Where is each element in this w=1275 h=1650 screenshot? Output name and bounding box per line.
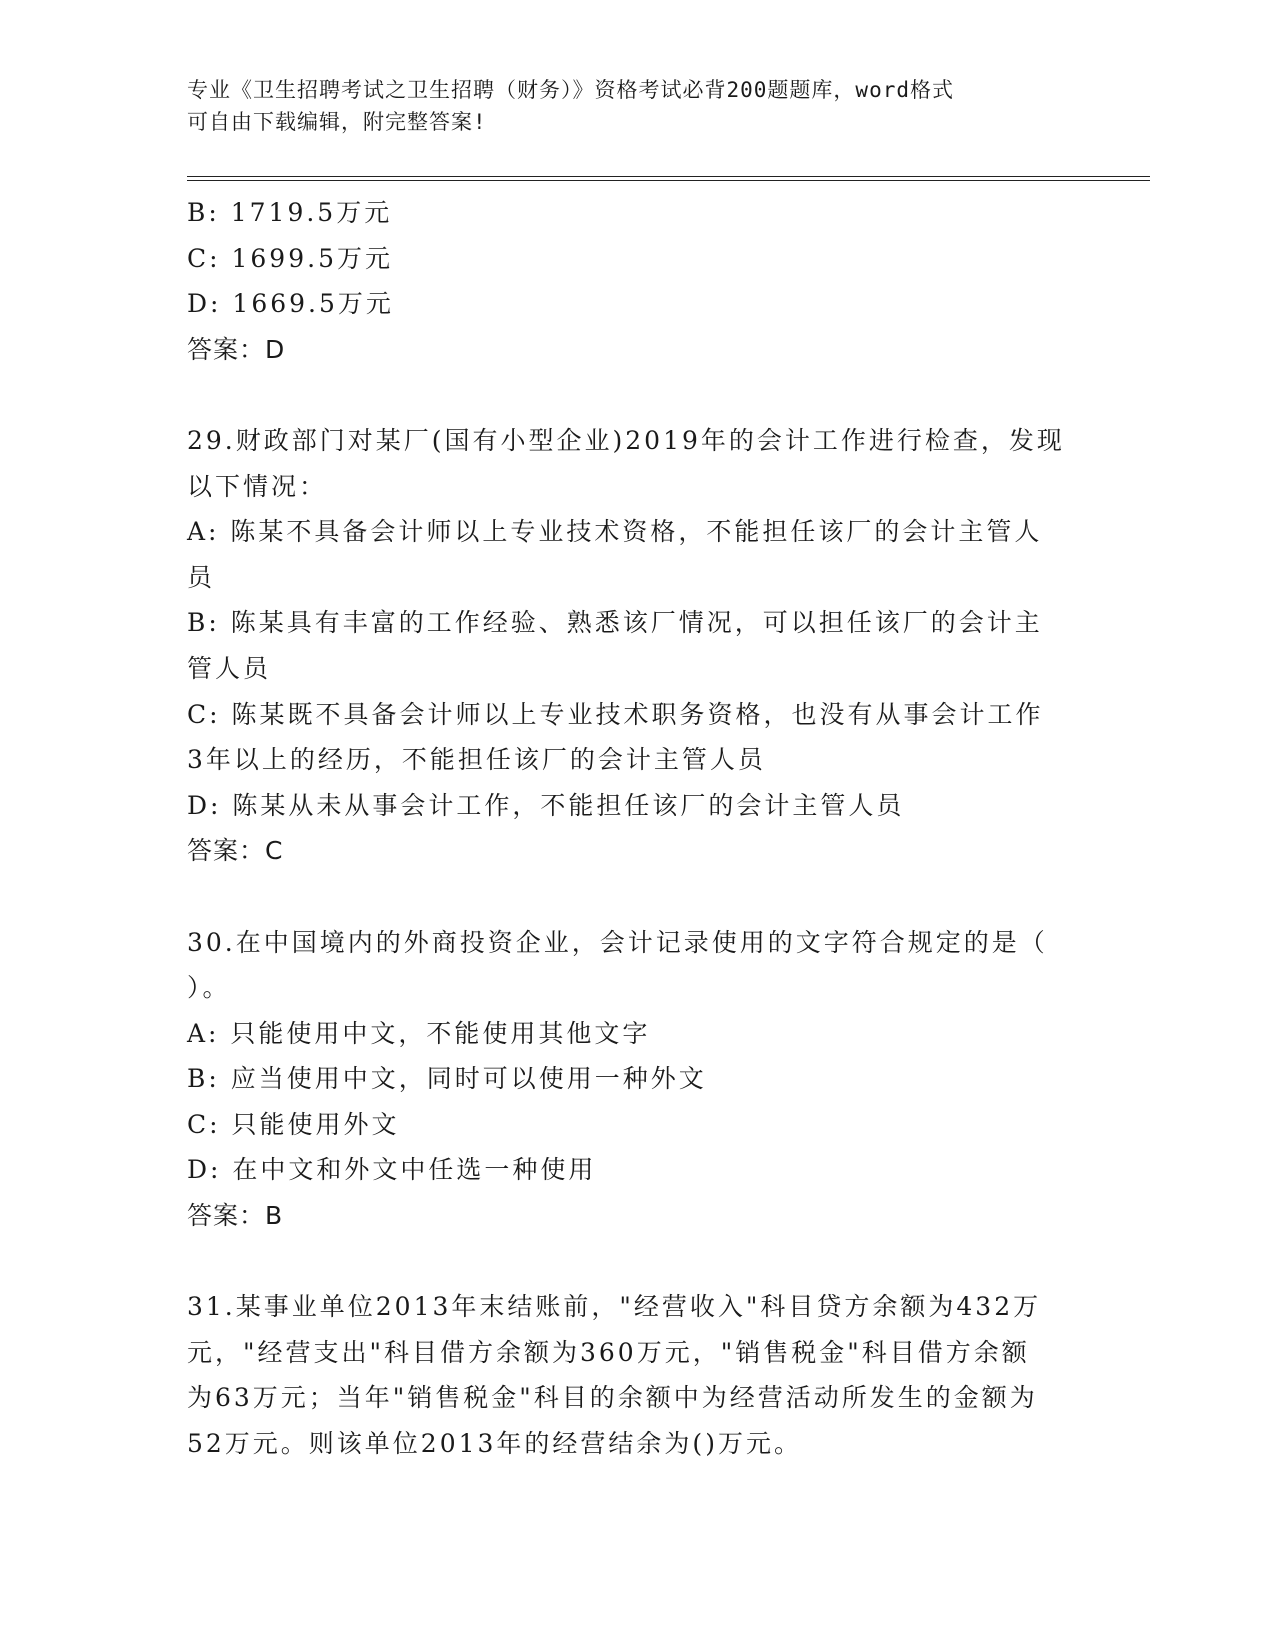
q29-option-d: D: 陈某从未从事会计工作，不能担任该厂的会计主管人员: [187, 790, 905, 820]
page-header: [187, 74, 1067, 138]
q30-answer: 答案：B: [187, 1201, 284, 1231]
q29-stem-line-2: 以下情况：: [187, 471, 328, 501]
header-divider: [187, 176, 1150, 181]
q31-stem-line-2: 元，"经营支出"科目借方余额为360万元，"销售税金"科目借方余额: [187, 1337, 1030, 1367]
q29-option-c-line-2: 3年以上的经历，不能担任该厂的会计主管人员: [187, 745, 766, 775]
q30-stem-line-1: 30.在中国境内的外商投资企业，会计记录使用的文字符合规定的是（: [187, 927, 1048, 957]
q28-option-b: B: 1719.5万元: [187, 198, 393, 227]
q29-answer: 答案：C: [187, 836, 284, 866]
q29-stem-line-1: 29.财政部门对某厂(国有小型企业)2019年的会计工作进行检查，发现: [187, 425, 1065, 455]
question-31: [187, 1284, 1087, 1466]
header-title-line-2: 可自由下载编辑，附完整答案!: [187, 110, 487, 134]
q31-stem-line-3: 为63万元；当年"销售税金"科目的余额中为经营活动所发生的金额为: [187, 1383, 1038, 1413]
spacer: [187, 1239, 1087, 1285]
header-title-line-1: 专业《卫生招聘考试之卫生招聘（财务）》资格考试必背200题题库，word格式: [187, 78, 954, 102]
q29-option-a-line-2: 员: [187, 562, 216, 592]
q30-stem-line-2: ）。: [187, 973, 231, 1003]
question-28-remainder: [187, 190, 1087, 372]
q30-option-d: D: 在中文和外文中任选一种使用: [187, 1155, 597, 1185]
q29-option-b-line-2: 管人员: [187, 653, 272, 683]
document-body: [187, 190, 1087, 1467]
q28-answer: 答案：D: [187, 334, 286, 364]
q30-option-a: A: 只能使用中文，不能使用其他文字: [187, 1018, 651, 1048]
q29-option-a-line-1: A: 陈某不具备会计师以上专业技术资格，不能担任该厂的会计主管人: [187, 517, 1043, 547]
q28-option-c: C: 1699.5万元: [187, 243, 393, 273]
q30-option-b: B: 应当使用中文，同时可以使用一种外文: [187, 1064, 707, 1094]
q29-option-c-line-1: C: 陈某既不具备会计师以上专业技术职务资格，也没有从事会计工作: [187, 699, 1044, 729]
q29-option-b-line-1: B: 陈某具有丰富的工作经验、熟悉该厂情况，可以担任该厂的会计主: [187, 608, 1043, 638]
q31-stem-line-1: 31.某事业单位2013年末结账前，"经营收入"科目贷方余额为432万: [187, 1292, 1042, 1322]
spacer: [187, 874, 1087, 920]
q30-option-c: C: 只能使用外文: [187, 1109, 400, 1139]
question-29: [187, 418, 1087, 874]
q31-stem-line-4: 52万元。则该单位2013年的经营结余为()万元。: [187, 1429, 802, 1459]
spacer: [187, 372, 1087, 418]
q28-option-d: D: 1669.5万元: [187, 289, 394, 319]
question-30: [187, 920, 1087, 1239]
